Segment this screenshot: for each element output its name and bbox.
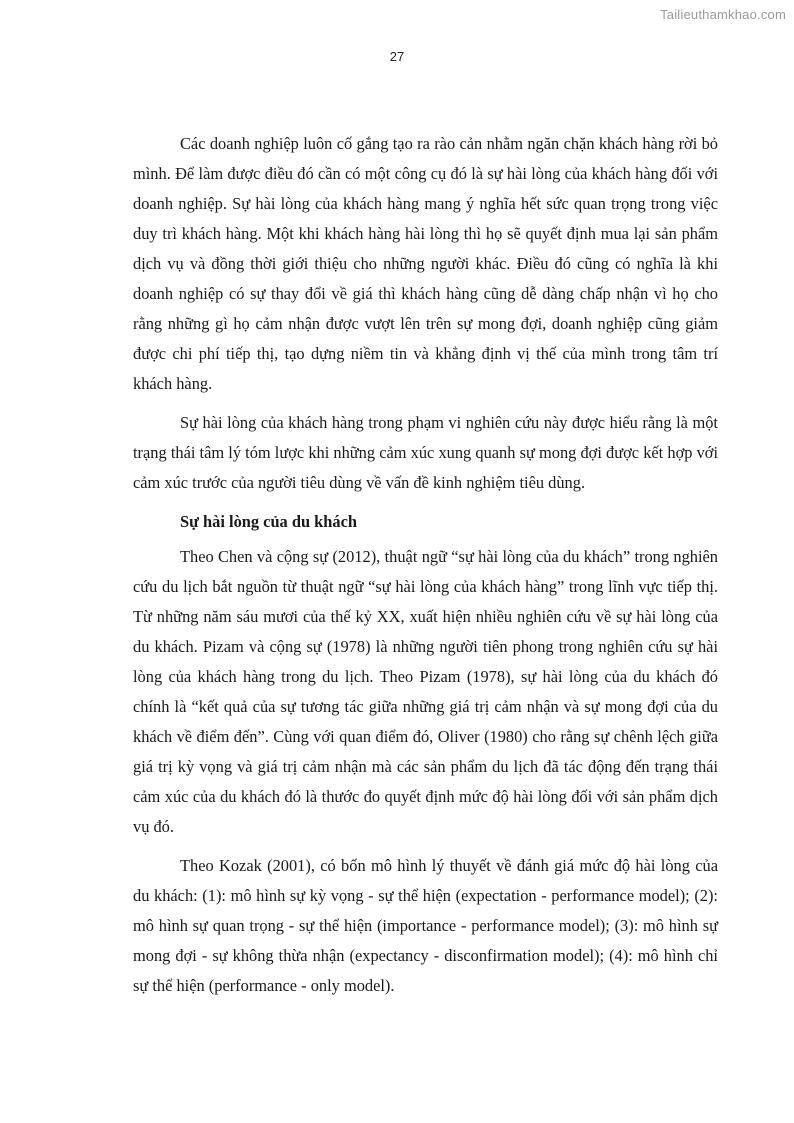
paragraph-tourist-satisfaction-origin: Theo Chen và cộng sự (2012), thuật ngữ “sự hài lòng của du khách” trong nghiên cứu du lịch bắt nguồn từ thuật ngữ “sự hài lòng của khách hàng” trong lĩnh vực tiếp thị. Từ những năm sáu mươi của thế kỷ XX, xuất hiện nhiều nghiên cứu về sự hài lòng của du khách. Pizam và cộng sự (1978) là những người tiên phong trong nghiên cứu sự hài lòng của khách hàng trong du lịch. Theo Pizam (1978), sự hài lòng của du khách đó chính là “kết quả của sự tương tác giữa những giá trị cảm nhận và sự mong đợi của du khách về điểm đến”. Cùng với quan điểm đó, Oliver (1980) cho rằng sự chênh lệch giữa giá trị kỳ vọng và giá trị cảm nhận mà các sản phẩm du lịch đã tác động đến trạng thái cảm xúc của du khách đó là thước đo quyết định mức độ hài lòng đối với sản phẩm dịch vụ đó. [133, 547, 718, 836]
document-body [133, 129, 718, 1010]
paragraph-customer-satisfaction-importance: Các doanh nghiệp luôn cố gắng tạo ra rào cản nhằm ngăn chặn khách hàng rời bỏ mình. Để làm được điều đó cần có một công cụ đó là sự hài lòng của khách hàng đối với doanh nghiệp. Sự hài lòng của khách hàng mang ý nghĩa hết sức quan trọng trong việc duy trì khách hàng. Một khi khách hàng hài lòng thì họ sẽ quyết định mua lại sản phẩm dịch vụ và đồng thời giới thiệu cho những người khác. Điều đó cũng có nghĩa là khi doanh nghiệp có sự thay đổi về giá thì khách hàng cũng dễ dàng chấp nhận vì họ cho rằng những gì họ cảm nhận được vượt lên trên sự mong đợi, doanh nghiệp cũng giảm được chi phí tiếp thị, tạo dựng niềm tin và khẳng định vị thế của mình trong tâm trí khách hàng. [133, 134, 718, 393]
watermark: Tailieuthamkhao.com [660, 7, 786, 22]
paragraph-customer-satisfaction-definition: Sự hài lòng của khách hàng trong phạm vi nghiên cứu này được hiểu rằng là một trạng thái tâm lý tóm lược khi những cảm xúc xung quanh sự mong đợi được kết hợp với cảm xúc trước của người tiêu dùng về vấn đề kinh nghiệm tiêu dùng. [133, 413, 718, 492]
section-heading: Sự hài lòng của du khách [180, 512, 357, 531]
page-number: 27 [389, 49, 405, 64]
paragraph-kozak-models: Theo Kozak (2001), có bốn mô hình lý thuyết về đánh giá mức độ hài lòng của du khách: (1): mô hình sự kỳ vọng - sự thể hiện (expectation - performance model); (2): mô hình sự quan trọng - sự thể hiện (importance - performance model); (3): mô hình sự mong đợi - sự không thừa nhận (expectancy - disconfirmation model); (4): mô hình chỉ sự thể hiện (performance - only model). [133, 856, 718, 995]
